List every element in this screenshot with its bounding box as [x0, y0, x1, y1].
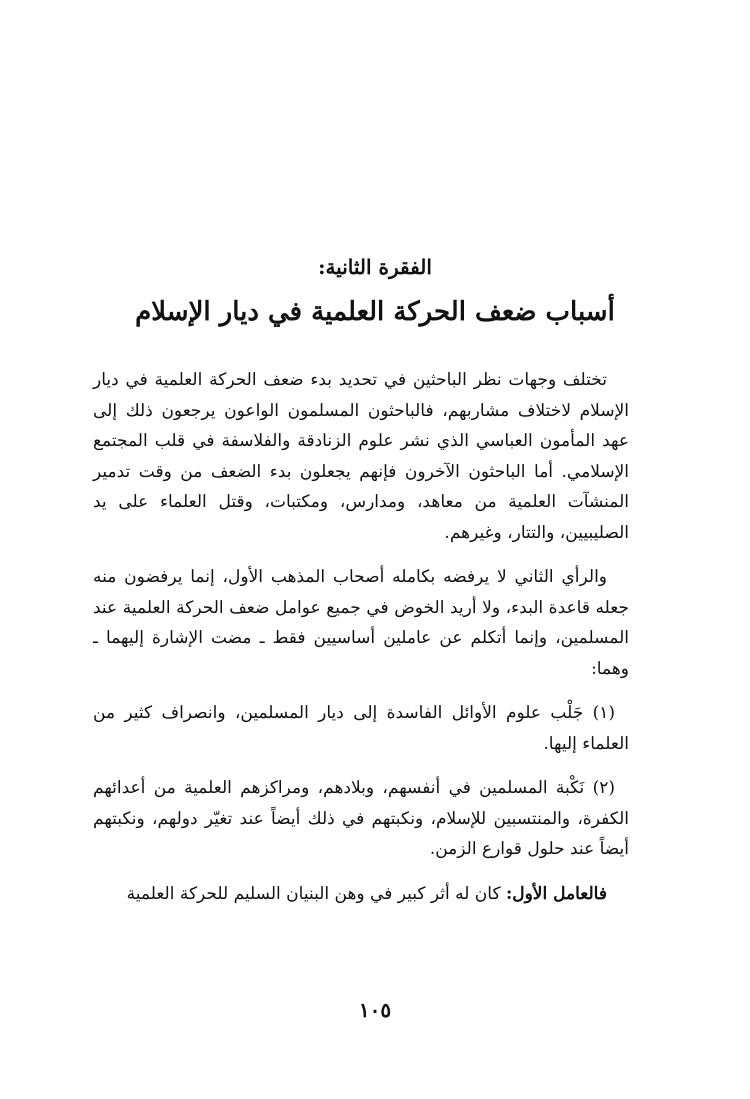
- paragraph-last-text: كان له أثر كبير في وهن البنيان السليم للحركة العلمية: [126, 883, 501, 904]
- page-number: ١٠٥: [358, 998, 392, 1022]
- list-item-1: (١) جَلْب علوم الأوائل الفاسدة إلى ديار المسلمين، وانصراف كثير من العلماء إليها.: [93, 703, 629, 754]
- paragraph-1: تختلف وجهات نظر الباحثين في تحديد بدء ضعف الحركة العلمية في ديار الإسلام لاختلاف مشاربهم، فالباحثون المسلمون الواعون يرجعون ذلك إلى عهد المأمون العباسي الذي نشر علوم الزنادقة والفلاسفة في قلب المجتمع الإسلامي. أما الباحثون الآخرون فإنهم يجعلون بدء الضعف من وقت تدمير المنشآت العلمية من معاهد، ومدارس، ومكتبات، وقتل العلماء على يد الصليبيين، والتتار، وغيرهم.: [93, 370, 629, 543]
- section-label: الفقرة الثانية:: [318, 255, 432, 279]
- paragraph-last: [93, 879, 629, 910]
- body-text: [93, 365, 629, 923]
- list-item-2: (٢) نَكْبة المسلمين في أنفسهم، وبلادهم، ومراكزهم العلمية من أعدائهم الكفرة، والمنتسبين للإسلام، ونكبتهم في ذلك أيضاً عند تغيّر دولهم، ونكبتهم أيضاً عند حلول قوارع الزمن.: [93, 778, 629, 859]
- paragraph-2: والرأي الثاني لا يرفضه بكامله أصحاب المذهب الأول، إنما يرفضون منه جعله قاعدة البدء، ولا أريد الخوض في جميع عوامل ضعف الحركة العلمية عند المسلمين، وإنما أتكلم عن عاملين أساسيين فقط ـ مضت الإشارة إليهما ـ وهما:: [93, 567, 629, 679]
- section-title: أسباب ضعف الحركة العلمية في ديار الإسلام: [135, 297, 615, 327]
- paragraph-lead: فالعامل الأول:: [505, 883, 607, 904]
